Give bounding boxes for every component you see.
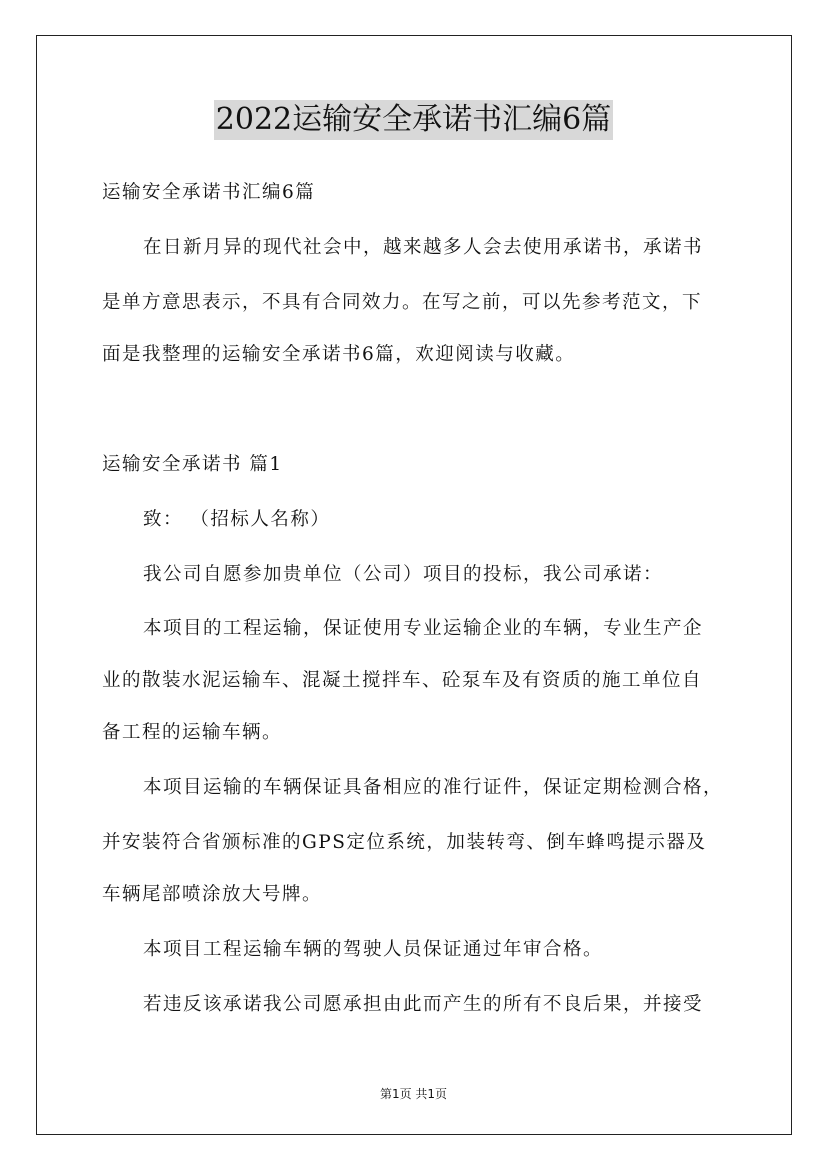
page-footer: 第1页 共1页	[379, 1087, 448, 1101]
body-line: 车辆尾部喷涂放大号牌。	[102, 884, 323, 905]
intro-line: 面是我整理的运输安全承诺书6篇，欢迎阅读与收藏。	[102, 344, 576, 365]
body-line: 并安装符合省颁标准的GPS定位系统，加装转弯、倒车蜂鸣提示器及	[102, 832, 707, 853]
body-line: 本项目运输的车辆保证具备相应的准行证件，保证定期检测合格，	[143, 777, 724, 798]
section-heading: 运输安全承诺书 篇1	[102, 454, 283, 475]
body-line: 备工程的运输车辆。	[102, 722, 283, 743]
document-title: 2022运输安全承诺书汇编6篇	[214, 100, 613, 140]
document-subtitle: 运输安全承诺书汇编6篇	[102, 182, 316, 203]
body-line: 我公司自愿参加贵单位（公司）项目的投标，我公司承诺：	[143, 564, 664, 585]
body-line: 若违反该承诺我公司愿承担由此而产生的所有不良后果，并接受	[143, 994, 704, 1015]
intro-line: 是单方意思表示，不具有合同效力。在写之前，可以先参考范文，下	[102, 292, 703, 313]
intro-line: 在日新月异的现代社会中，越来越多人会去使用承诺书，承诺书	[143, 237, 704, 258]
body-line: 致： （招标人名称）	[143, 509, 331, 530]
body-line: 本项目的工程运输，保证使用专业运输企业的车辆，专业生产企	[143, 618, 704, 639]
body-line: 业的散装水泥运输车、混凝土搅拌车、砼泵车及有资质的施工单位自	[102, 670, 703, 691]
body-line: 本项目工程运输车辆的驾驶人员保证通过年审合格。	[143, 939, 604, 960]
